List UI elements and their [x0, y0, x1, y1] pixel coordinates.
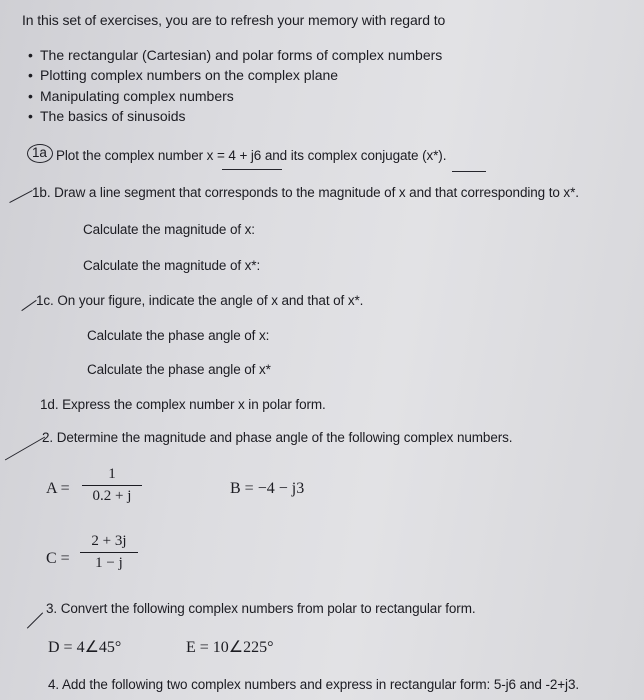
equation-a-denominator: 0.2 + j: [92, 488, 132, 504]
equation-a-fraction: [82, 466, 142, 505]
question-1a-label: 1a: [32, 145, 47, 160]
question-1d: 1d. Express the complex number x in polar form.: [40, 397, 326, 412]
equation-c-numerator: 2 + 3j: [91, 533, 127, 549]
question-1c: 1c. On your figure, indicate the angle of x and that of x*.: [36, 293, 364, 308]
fraction-bar: [80, 552, 138, 553]
question-2: 2. Determine the magnitude and phase angle of the following complex numbers.: [42, 430, 513, 445]
equation-a-lhs: A =: [46, 480, 70, 497]
handwritten-tick-mark: [27, 612, 43, 628]
equation-d: D = 4∠45°: [48, 639, 122, 656]
bullet-item: • Manipulating complex numbers: [40, 88, 234, 104]
equation-b: B = −4 − j3: [230, 480, 305, 497]
handwritten-underline-mark: [222, 169, 282, 170]
question-1c-calc-2: Calculate the phase angle of x*: [87, 362, 271, 377]
equation-a-numerator: 1: [108, 466, 116, 482]
equation-c-lhs: C =: [46, 550, 70, 567]
question-4: 4. Add the following two complex numbers and express in rectangular form: 5-j6 and -2+j3.: [48, 677, 580, 692]
equation-c-denominator: 1 − j: [95, 555, 123, 571]
intro-text: In this set of exercises, you are to refresh your memory with regard to: [22, 12, 446, 28]
question-1b: 1b. Draw a line segment that corresponds to the magnitude of x and that corresponding to x*.: [32, 185, 579, 200]
handwritten-tick-mark: [21, 300, 36, 311]
question-1b-calc-1: Calculate the magnitude of x:: [83, 222, 255, 237]
handwritten-tick-mark: [9, 190, 32, 203]
question-1a: Plot the complex number x = 4 + j6 and its complex conjugate (x*).: [56, 148, 447, 163]
fraction-bar: [82, 485, 142, 486]
handwritten-tick-mark: [5, 437, 45, 461]
bullet-item: • The rectangular (Cartesian) and polar forms of complex numbers: [40, 47, 442, 63]
bullet-item: • Plotting complex numbers on the complex plane: [40, 67, 338, 83]
equation-c-fraction: [80, 533, 138, 572]
question-1b-calc-2: Calculate the magnitude of x*:: [83, 258, 261, 273]
question-1c-calc-1: Calculate the phase angle of x:: [87, 328, 270, 343]
question-3: 3. Convert the following complex numbers from polar to rectangular form.: [46, 601, 476, 616]
handwritten-underline-mark: [452, 171, 486, 172]
bullet-item: • The basics of sinusoids: [40, 108, 186, 124]
equation-e: E = 10∠225°: [186, 639, 274, 656]
